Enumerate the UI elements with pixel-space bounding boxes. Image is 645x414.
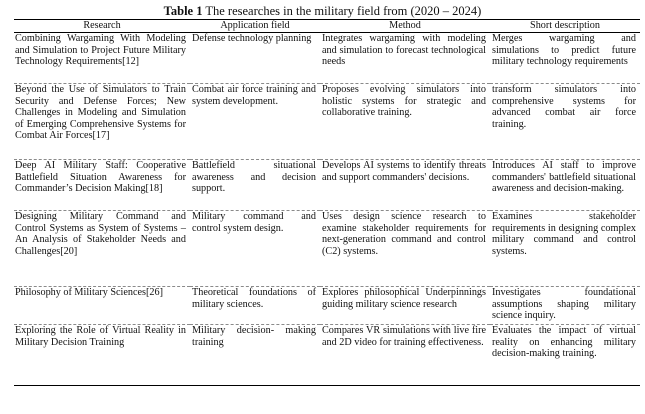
table-row [14, 84, 640, 160]
table-body [14, 33, 640, 386]
short-description-cell: Evaluates the impact of virtual reality on enhancing military decision-making training. [490, 325, 640, 386]
short-description-cell: Introduces AI staff to improve commanders' battlefield situational awareness and decision-making. [490, 160, 640, 211]
short-description-cell: Merges wargaming and simulations to predict future military technology requirements [490, 33, 640, 84]
application-field-cell: Battlefield situational awareness and decision support. [190, 160, 320, 211]
research-cell: Philosophy of Military Sciences[26] [14, 287, 190, 325]
method-cell: Explores philosophical Underpinnings guiding military science research [320, 287, 490, 325]
short-description-cell: transform simulators into comprehensive systems for advanced combat air force training. [490, 84, 640, 160]
research-table [14, 19, 640, 386]
method-cell: Develops AI systems to identify threats and support commanders' decisions. [320, 160, 490, 211]
method-cell: Uses design science research to examine stakeholder requirements for next-generation command and control (C2) systems. [320, 211, 490, 287]
short-description-cell: Examines stakeholder requirements in designing complex military command and control systems. [490, 211, 640, 287]
table-row [14, 325, 640, 386]
application-field-cell: Military decision- making training [190, 325, 320, 386]
table-row [14, 287, 640, 325]
method-cell: Integrates wargaming with modeling and simulation to forecast technological needs [320, 33, 490, 84]
table-caption [0, 0, 645, 19]
table-row [14, 211, 640, 287]
table-caption-text: The researches in the military field from (2020 – 2024) [205, 4, 482, 18]
table-row [14, 160, 640, 211]
header-research: Research [14, 20, 190, 33]
header-application-field: Application field [190, 20, 320, 33]
header-short-description: Short description [490, 20, 640, 33]
table-row [14, 33, 640, 84]
method-cell: Proposes evolving simulators into holistic systems for strategic and collaborative training. [320, 84, 490, 160]
method-cell: Compares VR simulations with live fire and 2D video for training effectiveness. [320, 325, 490, 386]
application-field-cell: Defense technology planning [190, 33, 320, 84]
research-cell: Deep AI Military Staff: Cooperative Battlefield Situation Awareness for Commander’s Decision Making[18] [14, 160, 190, 211]
header-method: Method [320, 20, 490, 33]
application-field-cell: Theoretical foundations of military sciences. [190, 287, 320, 325]
short-description-cell: Investigates foundational assumptions shaping military science inquiry. [490, 287, 640, 325]
application-field-cell: Military command and control system design. [190, 211, 320, 287]
research-cell: Combining Wargaming With Modeling and Simulation to Project Future Military Technology Requirements[12] [14, 33, 190, 84]
table-caption-label: Table 1 [163, 4, 203, 18]
research-cell: Designing Military Command and Control Systems as System of Systems – An Analysis of Stakeholder Needs and Challenges[20] [14, 211, 190, 287]
research-cell: Beyond the Use of Simulators to Train Security and Defense Forces; New Challenges in Modeling and Simulation of Emerging Comprehensive Systems for Combat Air Forces[17] [14, 84, 190, 160]
table-header [14, 20, 640, 33]
header-row [14, 20, 640, 33]
research-cell: Exploring the Role of Virtual Reality in Military Decision Training [14, 325, 190, 386]
application-field-cell: Combat air force training and system development. [190, 84, 320, 160]
